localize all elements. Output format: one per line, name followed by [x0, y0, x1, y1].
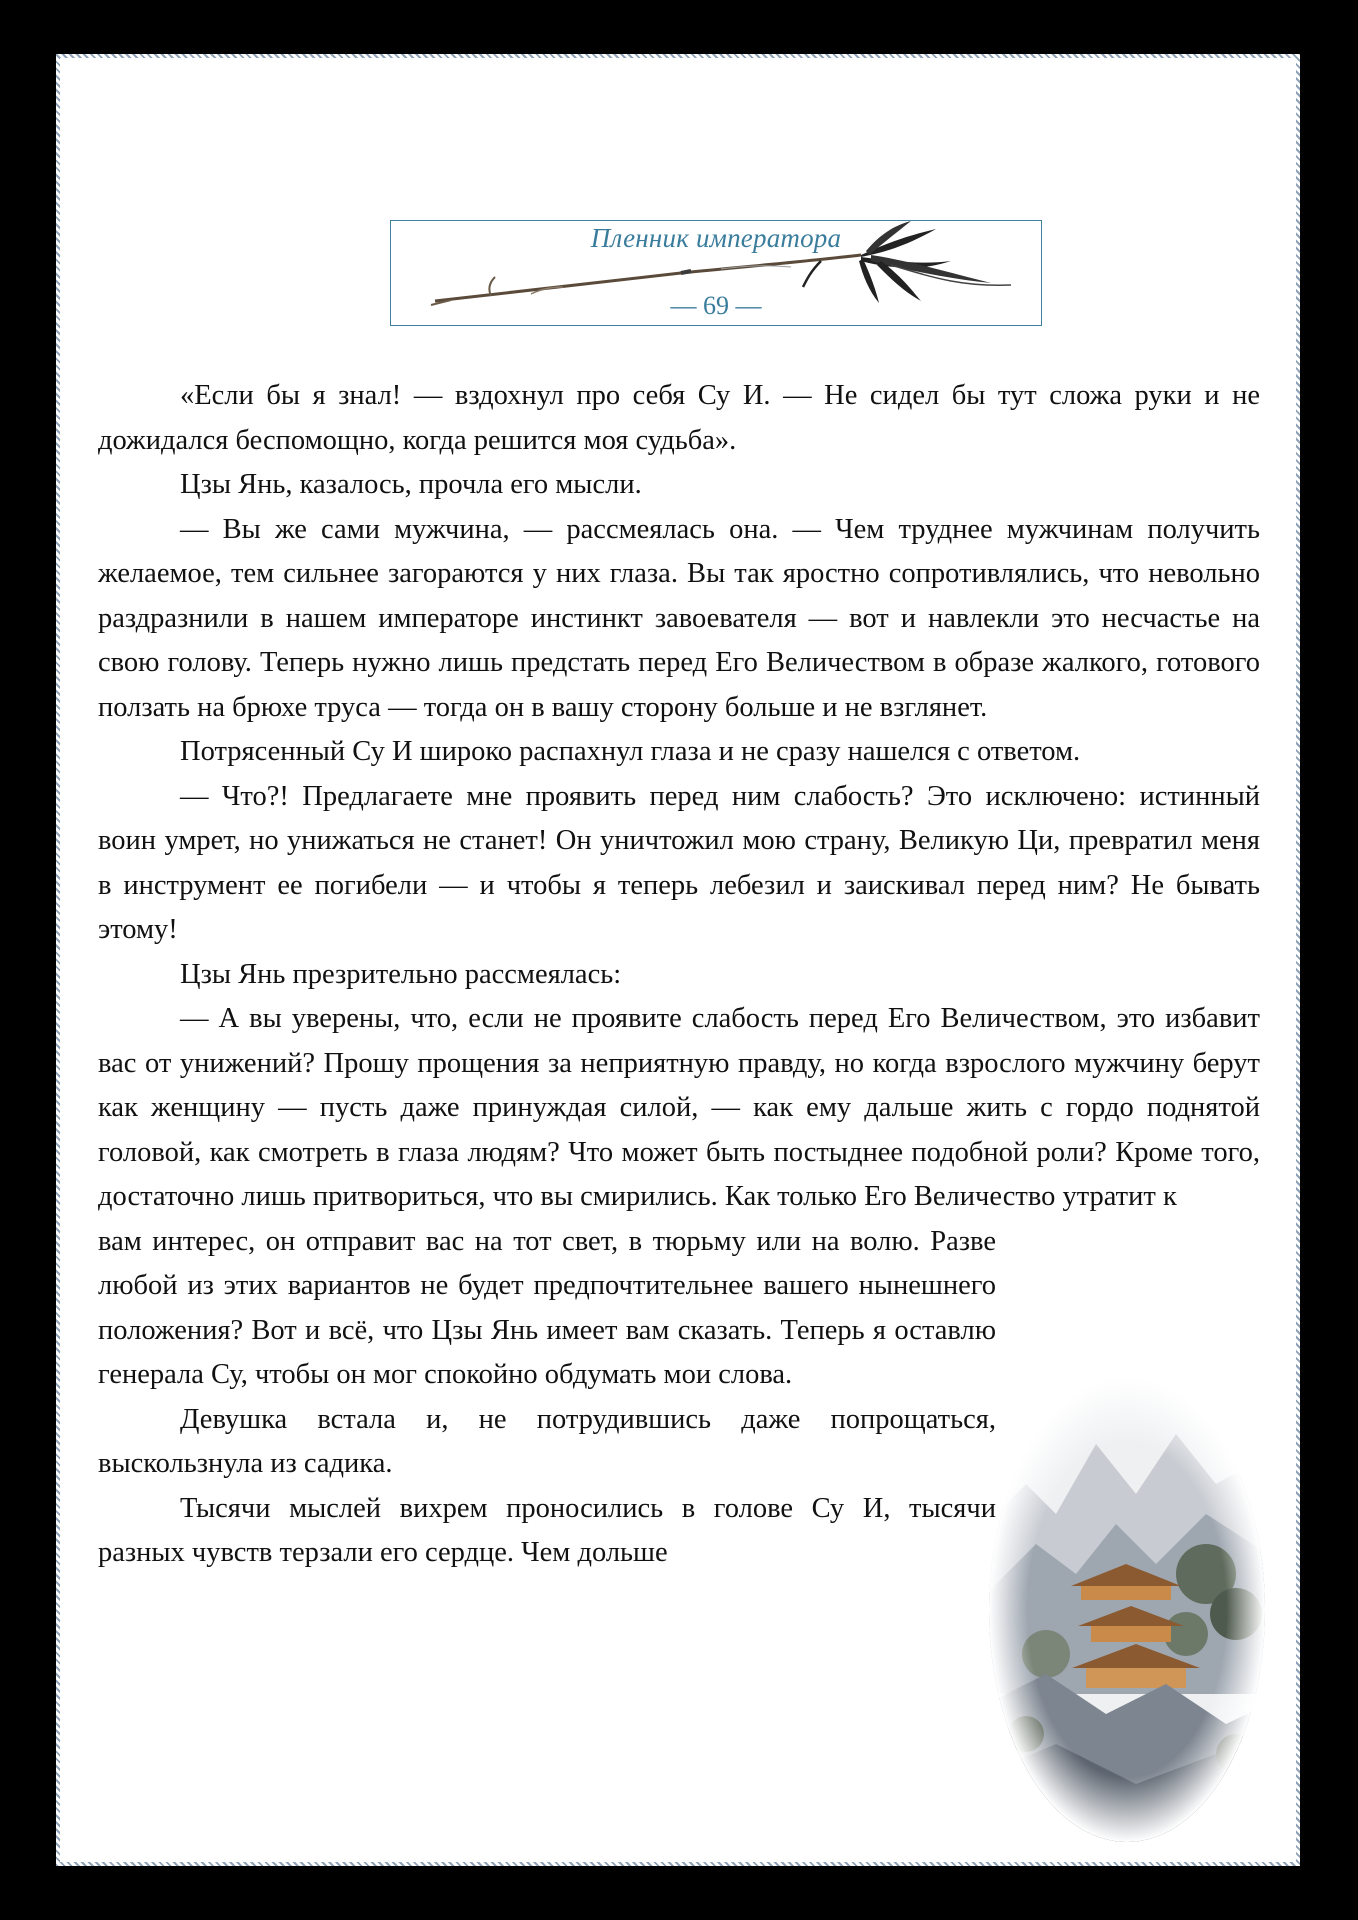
book-page — [56, 54, 1300, 1866]
paragraph: Девушка встала и, не потрудившись даже попрощаться, выскользнула из садика. — [98, 1403, 996, 1479]
paragraph-continuation: вам интерес, он отправит вас на тот свет, в тюрьму или на волю. Разве любой из этих вариантов не будет предпочтительнее вашего нынешнего положения? Вот и всё, что Цзы Янь имеет вам сказать. Теперь я оставлю генерала Су, чтобы он мог спокойно обдумать мои слова. — [98, 1225, 996, 1390]
book-title: Пленник императора — [590, 223, 842, 253]
paragraph: — А вы уверены, что, если не проявите слабость перед Его Величеством, это избавит вас от унижений? Прошу прощения за неприятную правду, но когда взрослого мужчину берут как женщину — пусть даже принуждая силой, — как ему дальше жить с гордо поднятой головой, как смотреть в глаза людям? Что может быть постыднее подобной роли? Кроме того, достаточно лишь притвориться, что вы смирились. Как только Его Величество утратит к — [98, 1003, 1260, 1212]
paragraph: — Вы же сами мужчина, — рассмеялась она. — Чем труднее мужчинам получить желаемое, тем сильнее загораются у них глаза. Вы так яростно сопротивлялись, что невольно раздразнили в нашем императоре инстинкт завоевателя — вот и навлекли это несчастье на свою голову. Теперь нужно лишь предстать перед Его Величеством в образе жалкого, готового ползать на брюхе труса — тогда он в вашу сторону больше и не взглянет. — [98, 513, 1260, 723]
paragraph: Цзы Янь, казалось, прочла его мысли. — [180, 469, 642, 500]
paragraph: — Что?! Предлагаете мне проявить перед ним слабость? Это исключено: истинный воин умрет, но унижаться не станет! Он уничтожил мою страну, Великую Ци, превратил меня в инструмент ее погибели — и чтобы я теперь лебезил и заискивал перед ним? Не бывать этому! — [98, 780, 1260, 945]
page-number: — 69 — — [670, 291, 762, 320]
paragraph: Тысячи мыслей вихрем проносились в голове Су И, тысячи разных чувств терзали его сердце. Чем дольше — [98, 1492, 996, 1568]
landscape-painting-icon — [986, 1374, 1268, 1846]
paragraph: «Если бы я знал! — вздохнул про себя Су И. — Не сидел бы тут сложа руки и не дожидался беспомощно, когда решится моя судьба». — [98, 380, 1260, 456]
running-header — [390, 220, 1042, 326]
paragraph: Потрясенный Су И широко распахнул глаза и не сразу нашелся с ответом. — [180, 736, 1081, 767]
paragraph: Цзы Янь презрительно рассмеялась: — [180, 958, 622, 990]
wrapped-text-column — [98, 1220, 996, 1576]
